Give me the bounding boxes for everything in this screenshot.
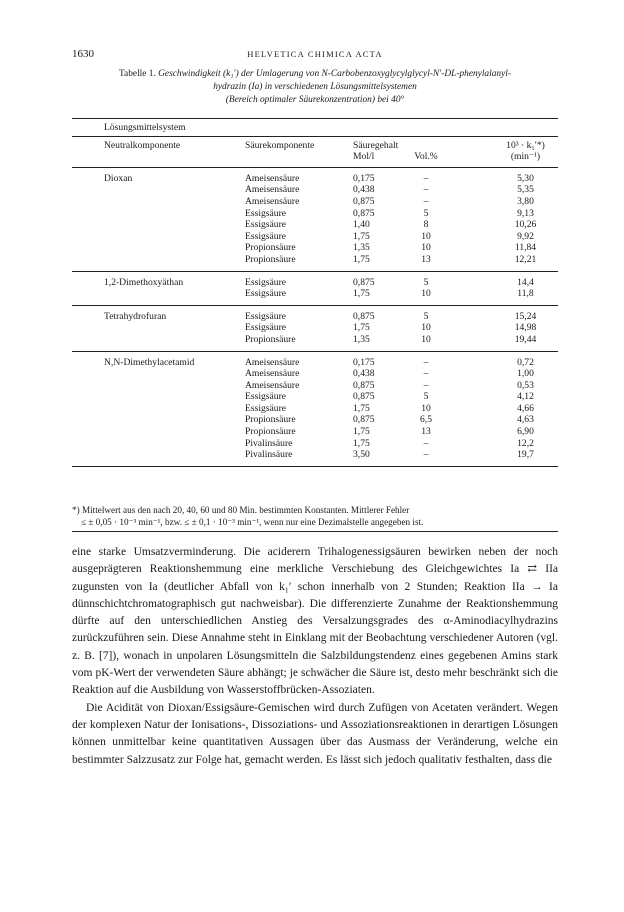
cell-vol: 13 [421, 426, 431, 438]
cell-rate: 19,7 [517, 449, 534, 461]
cell-vol: 10 [421, 402, 431, 414]
unit-mol: Mol/l [353, 151, 375, 163]
cell-solvent [72, 288, 245, 305]
cell-mol: 0,875 [353, 391, 375, 403]
cell-mol: 3,50 [353, 449, 370, 461]
cell-rate: 10,26 [514, 219, 537, 231]
page-number: 1630 [72, 48, 94, 60]
cell-acid: Essigsäure [245, 391, 287, 403]
cell-rate: 9,13 [517, 207, 534, 219]
cell-acid: Essigsäure [245, 207, 287, 219]
cell-rate: 11,84 [514, 242, 537, 254]
caption-line-3: (Bereich optimaler Säurekonzentration) bei 40° [225, 95, 405, 105]
cell-acid: Essigsäure [245, 230, 287, 242]
body-text [72, 544, 558, 769]
cell-acid: Ameisensäure [245, 172, 300, 184]
cell-acid: Propionsäure [245, 414, 296, 426]
cell-solvent: Tetrahydrofuran [104, 310, 167, 322]
cell-acid: Propionsäure [245, 333, 296, 345]
cell-solvent: Dioxan [104, 172, 133, 184]
cell-mol: 1,75 [353, 288, 370, 300]
cell-solvent [72, 414, 245, 426]
cell-solvent [72, 380, 245, 392]
journal-title: HELVETICA CHIMICA ACTA [247, 49, 383, 59]
cell-acid: Pivalinsäure [245, 449, 293, 461]
paragraph-1: eine starke Umsatzverminderung. Die aciderern Trihalogenessigsäuren bewirken neben der noch ausgeprägteren Reaktionshemmung eine merkliche Verschiebung des Gleichgewichtes Ia ⇄ IIa zugunsten von Ia (deutlicher Abfall von k₁′ schon innerhalb von 2 Stunden; Reaktion IIa → Ia dünnschichtchromatographisch gut nachweisbar). Die differenzierte Zunahme der Reaktionshemmung dürfte auf den unterschiedlichen Anstieg des Versalzungsgrades des α-Aminodiacylhydrazins zurückzuführen sein. Diese Annahme steht in Einklang mit der Beobachtung verschiedener Autoren (vgl. z. B. [7]), wonach in unpolaren Lösungsmitteln die Salzbildungstendenz eines gegebenen Amins stark vom pK-Wert der verwendeten Säure abhängt; je schwächer die Säure ist, desto mehr beschränkt sich die Reaktion auf die Ausbildung von Wasserstoffbrücken-Assoziaten. [72, 546, 558, 697]
cell-solvent [72, 219, 245, 231]
table-row [72, 403, 558, 415]
cell-vol: – [423, 356, 429, 368]
cell-solvent [72, 403, 245, 415]
cell-mol: 1,75 [353, 322, 370, 334]
cell-vol: 5 [423, 207, 429, 219]
cell-solvent [72, 322, 245, 334]
cell-solvent [72, 426, 245, 438]
cell-mol: 0,875 [353, 195, 375, 207]
cell-mol: 0,438 [353, 184, 375, 196]
page-header [72, 48, 558, 62]
cell-vol: 5 [423, 276, 429, 288]
table-row [72, 414, 558, 426]
cell-rate: 5,35 [517, 184, 534, 196]
cell-vol: 10 [421, 322, 431, 334]
cell-rate: 0,53 [517, 379, 534, 391]
cell-vol: – [423, 449, 429, 461]
footnote-rule [72, 531, 558, 532]
cell-acid: Propionsäure [245, 242, 296, 254]
col-header-content: Säuregehalt [353, 139, 399, 151]
cell-mol: 0,438 [353, 368, 375, 380]
cell-vol: 5 [423, 310, 429, 322]
cell-rate: 1,00 [517, 368, 534, 380]
table-row [72, 351, 558, 368]
cell-acid: Essigsäure [245, 322, 287, 334]
cell-mol: 0,175 [353, 172, 375, 184]
table-row [72, 254, 558, 271]
cell-solvent: N,N-Dimethylacetamid [104, 356, 195, 368]
table-group-header: Lösungsmittelsystem [104, 122, 186, 133]
cell-mol: 0,875 [353, 414, 375, 426]
cell-vol: – [423, 172, 429, 184]
table-row [72, 391, 558, 403]
table-row [72, 167, 558, 184]
cell-acid: Pivalinsäure [245, 437, 293, 449]
table-footnote [72, 504, 558, 528]
cell-acid: Essigsäure [245, 402, 287, 414]
cell-solvent [72, 334, 245, 351]
cell-solvent [72, 208, 245, 220]
cell-rate: 0,72 [517, 356, 534, 368]
cell-mol: 1,75 [353, 437, 370, 449]
cell-rate: 12,2 [517, 437, 534, 449]
table-row [72, 196, 558, 208]
cell-vol: – [423, 379, 429, 391]
caption-line-1: Geschwindigkeit (k₁′) der Umlagerung von N-Carbobenzoxyglycylglycyl-N′-DL-phenylalanyl- [158, 69, 511, 79]
cell-solvent: 1,2-Dimethoxyäthan [104, 276, 184, 288]
cell-solvent [72, 254, 245, 271]
cell-rate: 6,90 [517, 426, 534, 438]
cell-mol: 1,35 [353, 242, 370, 254]
cell-rate: 14,98 [514, 322, 537, 334]
cell-rate: 11,8 [517, 288, 534, 300]
cell-acid: Ameisensäure [245, 379, 300, 391]
cell-mol: 0,875 [353, 310, 375, 322]
cell-vol: – [423, 184, 429, 196]
rate-table [72, 118, 558, 467]
cell-solvent [72, 184, 245, 196]
cell-mol: 1,75 [353, 402, 370, 414]
table-row [72, 231, 558, 243]
table-row [72, 305, 558, 322]
table-row [72, 271, 558, 288]
unit-vol: Vol.% [414, 151, 438, 163]
cell-vol: 6,5 [420, 414, 432, 426]
table-row [72, 334, 558, 351]
table-row [72, 449, 558, 466]
cell-mol: 0,175 [353, 356, 375, 368]
cell-acid: Propionsäure [245, 253, 296, 265]
table-row [72, 208, 558, 220]
cell-vol: 5 [423, 391, 429, 403]
cell-acid: Ameisensäure [245, 368, 300, 380]
table-row [72, 426, 558, 438]
table-row [72, 288, 558, 305]
cell-acid: Essigsäure [245, 288, 287, 300]
cell-acid: Ameisensäure [245, 356, 300, 368]
table-row [72, 242, 558, 254]
col-header-neutral: Neutralkomponente [104, 139, 181, 151]
cell-acid: Propionsäure [245, 426, 296, 438]
cell-rate: 4,66 [517, 402, 534, 414]
cell-rate: 5,30 [517, 172, 534, 184]
cell-vol: 13 [421, 253, 431, 265]
cell-vol: 10 [421, 333, 431, 345]
cell-mol: 1,75 [353, 426, 370, 438]
cell-acid: Ameisensäure [245, 184, 300, 196]
caption-lead: Tabelle 1. [118, 69, 159, 79]
cell-acid: Essigsäure [245, 219, 287, 231]
cell-acid: Ameisensäure [245, 195, 300, 207]
cell-rate: 9,92 [517, 230, 534, 242]
table-row [72, 368, 558, 380]
table-row [72, 219, 558, 231]
paragraph-2: Die Acidität von Dioxan/Essigsäure-Gemischen wird durch Zufügen von Acetaten verändert. Wegen der komplexen Natur der Ionisations-, Dissoziations- und Assoziationsreaktionen in derartigen Lösungen können unmittelbar keine quantitativen Aussagen über das Ausmass der Veränderung, welche ein bestimmter Salzzusatz zur Folge hat, gemacht werden. Es lässt sich jedoch qualitativ festhalten, dass die [72, 701, 558, 766]
cell-mol: 0,875 [353, 379, 375, 391]
cell-vol: 10 [421, 242, 431, 254]
cell-acid: Essigsäure [245, 310, 287, 322]
col-header-acid: Säurekomponente [245, 139, 315, 151]
cell-solvent [72, 196, 245, 208]
cell-rate: 4,12 [517, 391, 534, 403]
table-caption [72, 68, 558, 107]
cell-solvent [72, 242, 245, 254]
cell-vol: 8 [423, 219, 429, 231]
cell-solvent [72, 368, 245, 380]
col-header-rate: 10³ · k₁′*) [506, 139, 545, 151]
cell-mol: 1,40 [353, 219, 370, 231]
table-row [72, 380, 558, 392]
cell-mol: 0,875 [353, 207, 375, 219]
table-row [72, 184, 558, 196]
cell-solvent [72, 438, 245, 450]
cell-acid: Essigsäure [245, 276, 287, 288]
cell-mol: 1,75 [353, 230, 370, 242]
cell-rate: 14,4 [517, 276, 534, 288]
cell-solvent [72, 231, 245, 243]
cell-mol: 1,35 [353, 333, 370, 345]
cell-rate: 15,24 [514, 310, 537, 322]
cell-solvent [72, 449, 245, 466]
caption-line-2: hydrazin (Ia) in verschiedenen Lösungsmittelsystemen [213, 82, 417, 92]
cell-rate: 19,44 [514, 333, 537, 345]
cell-vol: – [423, 368, 429, 380]
cell-solvent [72, 391, 245, 403]
footnote-line-2: ≤ ± 0,05 · 10⁻³ min⁻¹, bzw. ≤ ± 0,1 · 10⁻³ min⁻¹, wenn nur eine Dezimalstelle angegeben ist. [81, 517, 424, 527]
unit-rate: (min⁻¹) [510, 151, 541, 163]
cell-vol: 10 [421, 288, 431, 300]
cell-mol: 0,875 [353, 276, 375, 288]
cell-vol: – [423, 437, 429, 449]
cell-vol: – [423, 195, 429, 207]
cell-rate: 4,63 [517, 414, 534, 426]
cell-rate: 3,80 [517, 195, 534, 207]
footnote-line-1: *) Mittelwert aus den nach 20, 40, 60 und 80 Min. bestimmten Konstanten. Mittlerer Fehler [72, 505, 410, 515]
table-row [72, 438, 558, 450]
cell-rate: 12,21 [514, 253, 537, 265]
table-row [72, 322, 558, 334]
cell-vol: 10 [421, 230, 431, 242]
cell-mol: 1,75 [353, 253, 370, 265]
